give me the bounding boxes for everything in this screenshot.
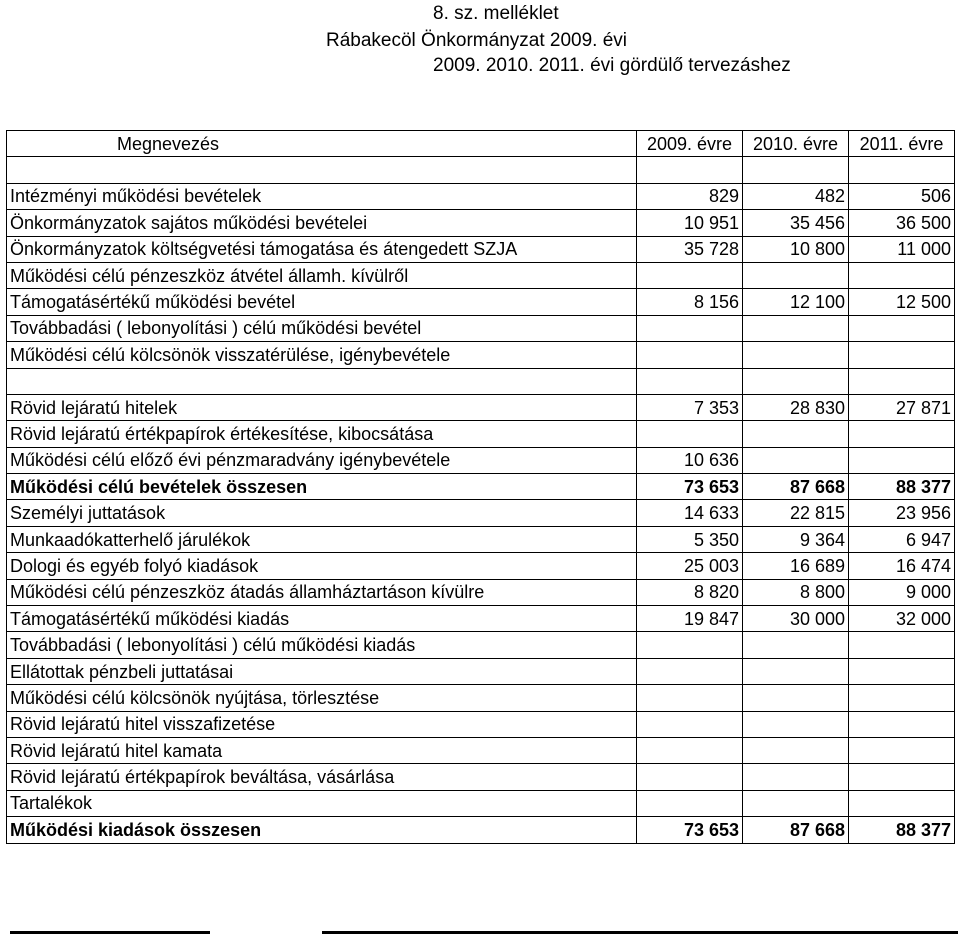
row-label: Támogatásértékű működési kiadás <box>7 606 637 632</box>
value-2011 <box>849 315 955 341</box>
row-label: Működési célú bevételek összesen <box>7 474 637 500</box>
value-2010 <box>743 685 849 711</box>
column-header-2011: 2011. évre <box>849 131 955 157</box>
table-row <box>7 500 955 526</box>
table-row <box>7 210 955 236</box>
value-2009: 8 820 <box>637 579 743 605</box>
row-label: Működési célú kölcsönök nyújtása, törlesztése <box>7 685 637 711</box>
value-2010: 482 <box>743 183 849 209</box>
value-2009: 5 350 <box>637 526 743 552</box>
value-2011: 36 500 <box>849 210 955 236</box>
table-row <box>7 342 955 368</box>
value-2011: 88 377 <box>849 817 955 843</box>
value-2010: 9 364 <box>743 526 849 552</box>
value-2011: 88 377 <box>849 474 955 500</box>
value-2009 <box>637 737 743 763</box>
row-label: Működési célú kölcsönök visszatérülése, igénybevétele <box>7 342 637 368</box>
value-2011: 23 956 <box>849 500 955 526</box>
table-row <box>7 526 955 552</box>
value-2011 <box>849 658 955 684</box>
value-2011 <box>849 790 955 816</box>
row-label: Támogatásértékű működési bevétel <box>7 289 637 315</box>
table-row <box>7 579 955 605</box>
document-title: Rábakecöl Önkormányzat 2009. évi <box>326 30 627 51</box>
value-2010: 12 100 <box>743 289 849 315</box>
annex-number: 8. sz. melléklet <box>433 3 559 24</box>
table-row <box>7 236 955 262</box>
value-2009: 14 633 <box>637 500 743 526</box>
value-2009 <box>637 632 743 658</box>
value-2010 <box>743 368 849 394</box>
value-2011: 16 474 <box>849 553 955 579</box>
table-header-row <box>7 131 955 157</box>
row-label <box>7 368 637 394</box>
row-label: Rövid lejáratú hitel visszafizetése <box>7 711 637 737</box>
value-2010 <box>743 764 849 790</box>
value-2009 <box>637 262 743 288</box>
value-2009 <box>637 764 743 790</box>
value-2009 <box>637 711 743 737</box>
value-2009: 8 156 <box>637 289 743 315</box>
value-2011: 506 <box>849 183 955 209</box>
value-2011: 6 947 <box>849 526 955 552</box>
value-2009 <box>637 685 743 711</box>
column-header-name: Megnevezés <box>7 131 637 157</box>
budget-table <box>6 130 955 844</box>
value-2010 <box>743 632 849 658</box>
row-label: Önkormányzatok sajátos működési bevételei <box>7 210 637 236</box>
value-2010: 30 000 <box>743 606 849 632</box>
value-2011 <box>849 157 955 183</box>
value-2010: 16 689 <box>743 553 849 579</box>
table-row <box>7 606 955 632</box>
value-2011 <box>849 685 955 711</box>
column-header-2010: 2010. évre <box>743 131 849 157</box>
document-subtitle: 2009. 2010. 2011. évi gördülő tervezáshez <box>433 55 791 76</box>
value-2011 <box>849 632 955 658</box>
row-label: Rövid lejáratú hitelek <box>7 394 637 420</box>
value-2009: 19 847 <box>637 606 743 632</box>
value-2011: 32 000 <box>849 606 955 632</box>
value-2011 <box>849 447 955 473</box>
value-2010 <box>743 447 849 473</box>
value-2009 <box>637 157 743 183</box>
signature-line-right <box>322 931 958 934</box>
value-2009 <box>637 658 743 684</box>
value-2010 <box>743 711 849 737</box>
value-2009 <box>637 421 743 447</box>
row-label: Rövid lejáratú értékpapírok beváltása, vásárlása <box>7 764 637 790</box>
value-2010: 28 830 <box>743 394 849 420</box>
table-row <box>7 289 955 315</box>
row-label: Ellátottak pénzbeli juttatásai <box>7 658 637 684</box>
table-row <box>7 790 955 816</box>
row-label: Rövid lejáratú hitel kamata <box>7 737 637 763</box>
value-2009 <box>637 315 743 341</box>
value-2011: 27 871 <box>849 394 955 420</box>
table-row <box>7 658 955 684</box>
value-2010 <box>743 342 849 368</box>
value-2009: 35 728 <box>637 236 743 262</box>
row-label: Tartalékok <box>7 790 637 816</box>
value-2009: 10 951 <box>637 210 743 236</box>
value-2009: 73 653 <box>637 474 743 500</box>
table-row <box>7 183 955 209</box>
table-row <box>7 394 955 420</box>
value-2010 <box>743 737 849 763</box>
value-2010: 10 800 <box>743 236 849 262</box>
row-label: Működési célú pénzeszköz átadás államháztartáson kívülre <box>7 579 637 605</box>
value-2009 <box>637 790 743 816</box>
value-2010 <box>743 790 849 816</box>
value-2009: 829 <box>637 183 743 209</box>
value-2011 <box>849 262 955 288</box>
row-label: Működési célú pénzeszköz átvétel államh. kívülről <box>7 262 637 288</box>
value-2010 <box>743 658 849 684</box>
table-row <box>7 685 955 711</box>
value-2009: 10 636 <box>637 447 743 473</box>
value-2010: 87 668 <box>743 474 849 500</box>
table-row <box>7 711 955 737</box>
value-2010 <box>743 157 849 183</box>
table-row <box>7 553 955 579</box>
table-row <box>7 368 955 394</box>
value-2010: 8 800 <box>743 579 849 605</box>
value-2011 <box>849 711 955 737</box>
value-2011 <box>849 737 955 763</box>
budget-table-body <box>7 131 955 844</box>
value-2010 <box>743 421 849 447</box>
row-label: Személyi juttatások <box>7 500 637 526</box>
value-2010: 87 668 <box>743 817 849 843</box>
value-2011 <box>849 342 955 368</box>
table-row <box>7 421 955 447</box>
column-header-2009: 2009. évre <box>637 131 743 157</box>
table-row <box>7 447 955 473</box>
row-label: Továbbadási ( lebonyolítási ) célú működési kiadás <box>7 632 637 658</box>
table-row <box>7 817 955 843</box>
value-2009: 7 353 <box>637 394 743 420</box>
value-2009: 25 003 <box>637 553 743 579</box>
row-label: Továbbadási ( lebonyolítási ) célú működési bevétel <box>7 315 637 341</box>
table-row <box>7 157 955 183</box>
value-2011 <box>849 368 955 394</box>
value-2009: 73 653 <box>637 817 743 843</box>
table-row <box>7 737 955 763</box>
table-row <box>7 474 955 500</box>
value-2010 <box>743 315 849 341</box>
row-label: Rövid lejáratú értékpapírok értékesítése, kibocsátása <box>7 421 637 447</box>
row-label: Működési kiadások összesen <box>7 817 637 843</box>
row-label: Munkaadókatterhelő járulékok <box>7 526 637 552</box>
row-label <box>7 157 637 183</box>
value-2011: 12 500 <box>849 289 955 315</box>
value-2011 <box>849 421 955 447</box>
value-2011: 9 000 <box>849 579 955 605</box>
value-2009 <box>637 368 743 394</box>
row-label: Működési célú előző évi pénzmaradvány igénybevétele <box>7 447 637 473</box>
value-2010: 35 456 <box>743 210 849 236</box>
table-row <box>7 262 955 288</box>
row-label: Intézményi működési bevételek <box>7 183 637 209</box>
value-2010 <box>743 262 849 288</box>
value-2011: 11 000 <box>849 236 955 262</box>
value-2010: 22 815 <box>743 500 849 526</box>
row-label: Önkormányzatok költségvetési támogatása és átengedett SZJA <box>7 236 637 262</box>
value-2011 <box>849 764 955 790</box>
signature-line-left <box>10 931 210 934</box>
table-row <box>7 315 955 341</box>
row-label: Dologi és egyéb folyó kiadások <box>7 553 637 579</box>
table-row <box>7 764 955 790</box>
value-2009 <box>637 342 743 368</box>
table-row <box>7 632 955 658</box>
